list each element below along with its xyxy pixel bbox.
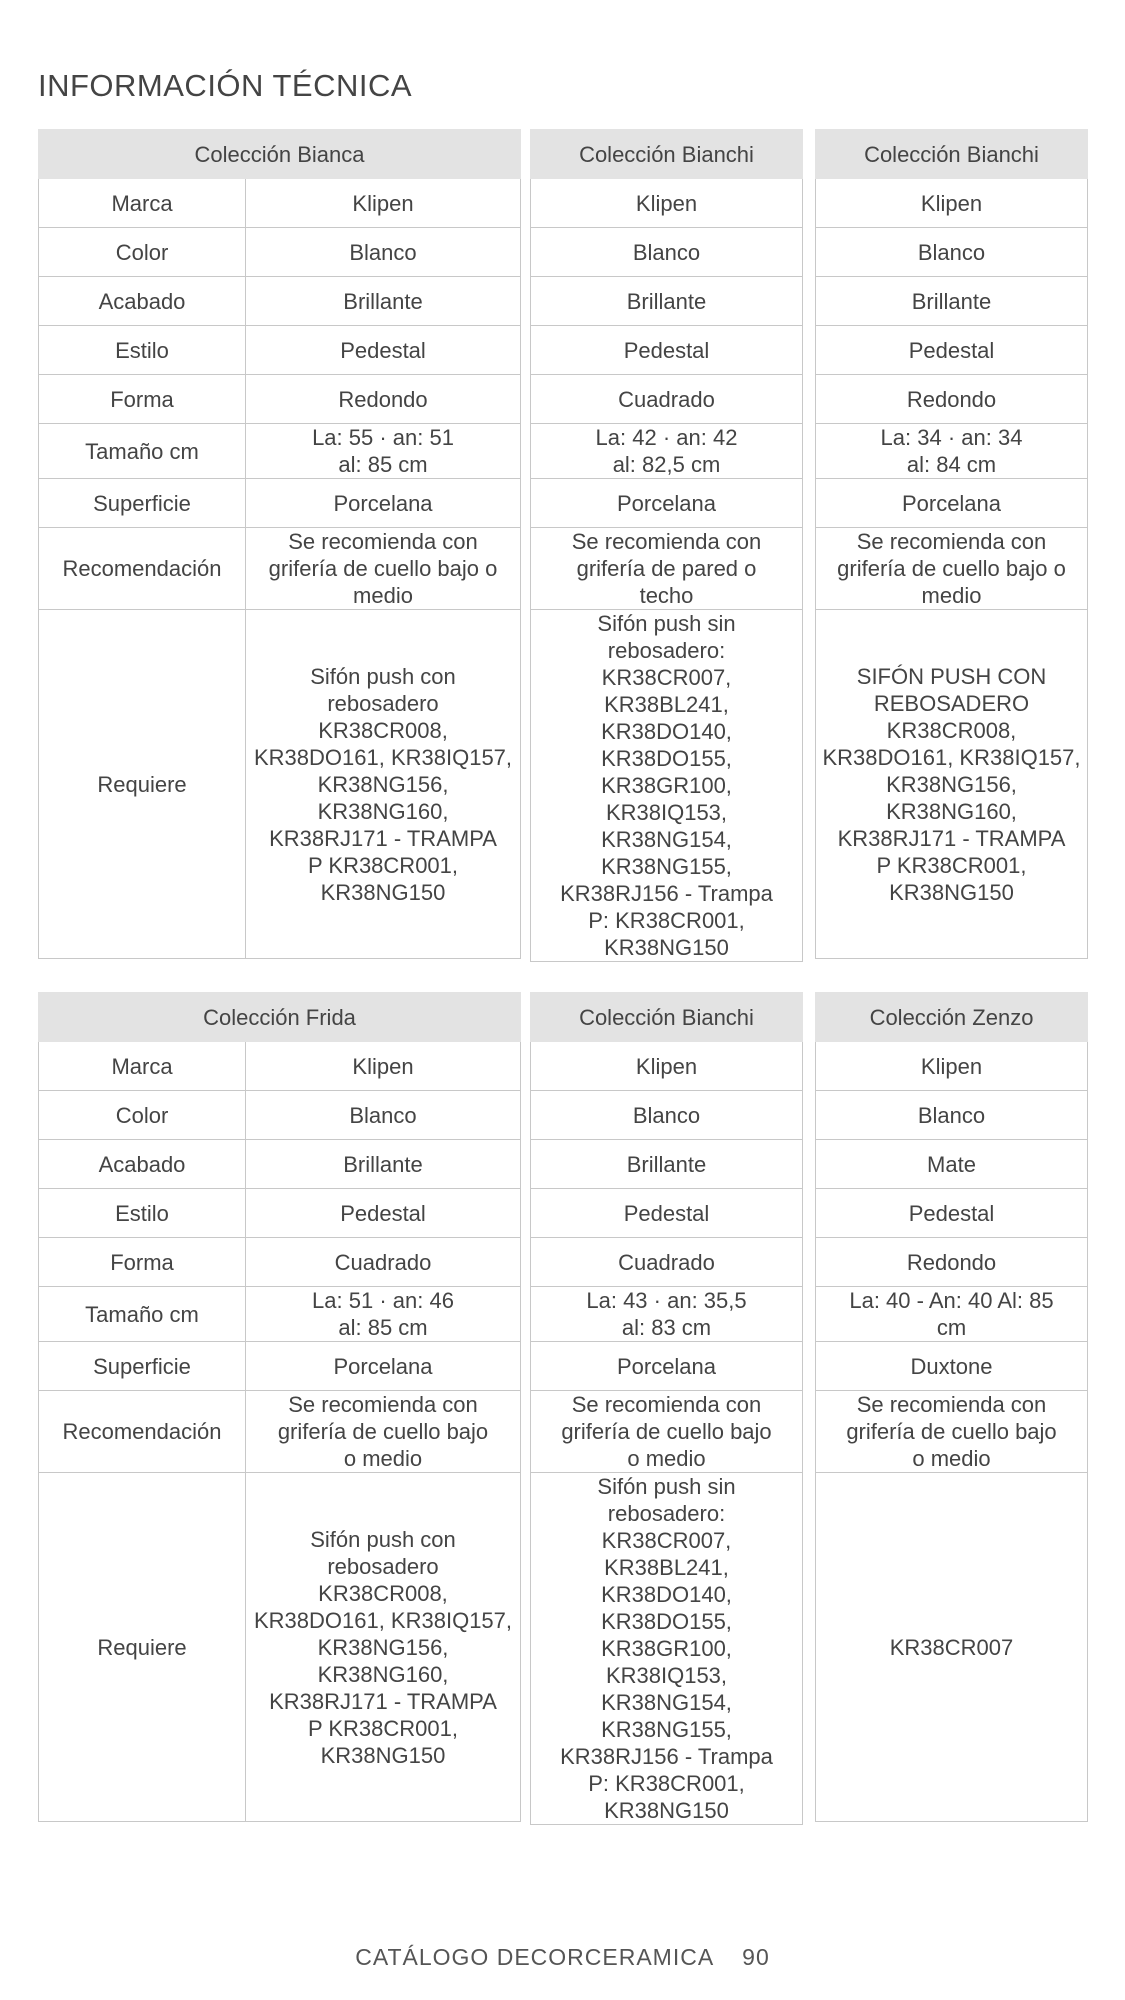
row-label-marca: Marca — [39, 1042, 246, 1091]
spec-value: Se recomienda con grifería de cuello bajo o medio — [246, 1391, 521, 1473]
spec-value: Klipen — [816, 1042, 1088, 1091]
row-label-requiere: Requiere — [39, 610, 246, 959]
spec-value: Pedestal — [531, 1189, 803, 1238]
row-label-estilo: Estilo — [39, 326, 246, 375]
spec-value: Sifón push sin rebosadero: KR38CR007, KR38BL241, KR38DO140, KR38DO155, KR38GR100, KR38IQ153, KR38NG154, KR38NG155, KR38RJ156 - Trampa P: KR38CR001, KR38NG150 — [531, 1473, 803, 1825]
row-label-acabado: Acabado — [39, 1140, 246, 1189]
spec-value: Klipen — [246, 179, 521, 228]
collection-header: Colección Bianchi — [816, 130, 1088, 179]
catalog-name: CATÁLOGO DECORCERAMICA — [355, 1944, 715, 1970]
spec-value: Cuadrado — [246, 1238, 521, 1287]
row-label-marca: Marca — [39, 179, 246, 228]
row-label-requiere: Requiere — [39, 1473, 246, 1822]
row-label-recomendacion: Recomendación — [39, 528, 246, 610]
spec-value: Se recomienda con grifería de cuello bajo o medio — [816, 528, 1088, 610]
spec-value: La: 40 - An: 40 Al: 85 cm — [816, 1287, 1088, 1342]
spec-value: Se recomienda con grifería de cuello bajo o medio — [531, 1391, 803, 1473]
spec-value: Brillante — [246, 277, 521, 326]
row-label-superficie: Superficie — [39, 479, 246, 528]
spec-value: La: 51 · an: 46 al: 85 cm — [246, 1287, 521, 1342]
spec-value: Cuadrado — [531, 375, 803, 424]
spec-value: Blanco — [531, 1091, 803, 1140]
spec-value: Redondo — [816, 1238, 1088, 1287]
spec-value: Porcelana — [531, 1342, 803, 1391]
page-title: INFORMACIÓN TÉCNICA — [38, 68, 413, 103]
spec-value: Redondo — [816, 375, 1088, 424]
spec-value: Redondo — [246, 375, 521, 424]
spec-value: Blanco — [246, 1091, 521, 1140]
spec-value: Klipen — [531, 1042, 803, 1091]
spec-table-frida — [38, 992, 521, 1822]
spec-value: KR38CR007 — [816, 1473, 1088, 1822]
spec-value: Porcelana — [246, 1342, 521, 1391]
spec-value: Pedestal — [246, 1189, 521, 1238]
spec-table-zenzo — [815, 992, 1088, 1822]
spec-value: Pedestal — [816, 1189, 1088, 1238]
row-label-color: Color — [39, 1091, 246, 1140]
row-label-tamano: Tamaño cm — [39, 424, 246, 479]
collection-header: Colección Bianca — [39, 130, 521, 179]
row-label-forma: Forma — [39, 375, 246, 424]
spec-value: Pedestal — [816, 326, 1088, 375]
spec-value: Porcelana — [531, 479, 803, 528]
spec-value: La: 42 · an: 42 al: 82,5 cm — [531, 424, 803, 479]
spec-value: Blanco — [816, 1091, 1088, 1140]
spec-table-bianca — [38, 129, 521, 959]
spec-value: Sifón push con rebosadero KR38CR008, KR38DO161, KR38IQ157, KR38NG156, KR38NG160, KR38RJ171 - TRAMPA P KR38CR001, KR38NG150 — [246, 1473, 521, 1822]
collection-header: Colección Frida — [39, 993, 521, 1042]
spec-value: Blanco — [246, 228, 521, 277]
row-label-estilo: Estilo — [39, 1189, 246, 1238]
spec-value: Brillante — [531, 1140, 803, 1189]
row-label-tamano: Tamaño cm — [39, 1287, 246, 1342]
spec-value: Se recomienda con grifería de cuello bajo o medio — [816, 1391, 1088, 1473]
spec-value: La: 34 · an: 34 al: 84 cm — [816, 424, 1088, 479]
spec-value: Pedestal — [531, 326, 803, 375]
spec-value: Porcelana — [246, 479, 521, 528]
spec-value: Se recomienda con grifería de pared o techo — [531, 528, 803, 610]
row-label-color: Color — [39, 228, 246, 277]
spec-value: La: 43 · an: 35,5 al: 83 cm — [531, 1287, 803, 1342]
row-label-superficie: Superficie — [39, 1342, 246, 1391]
row-label-acabado: Acabado — [39, 277, 246, 326]
spec-value: Brillante — [531, 277, 803, 326]
spec-value: Sifón push sin rebosadero: KR38CR007, KR38BL241, KR38DO140, KR38DO155, KR38GR100, KR38IQ153, KR38NG154, KR38NG155, KR38RJ156 - Trampa P: KR38CR001, KR38NG150 — [531, 610, 803, 962]
spec-table-bianchi-1 — [530, 129, 803, 962]
spec-value: Brillante — [246, 1140, 521, 1189]
spec-value: Klipen — [816, 179, 1088, 228]
spec-table-bianchi-3 — [530, 992, 803, 1825]
spec-table-bianchi-2 — [815, 129, 1088, 959]
collection-header: Colección Bianchi — [531, 993, 803, 1042]
spec-value: SIFÓN PUSH CON REBOSADERO KR38CR008, KR38DO161, KR38IQ157, KR38NG156, KR38NG160, KR38RJ171 - TRAMPA P KR38CR001, KR38NG150 — [816, 610, 1088, 959]
spec-value: Pedestal — [246, 326, 521, 375]
spec-value: Se recomienda con grifería de cuello bajo o medio — [246, 528, 521, 610]
page-footer — [0, 1944, 1125, 1971]
collection-header: Colección Bianchi — [531, 130, 803, 179]
spec-value: Blanco — [531, 228, 803, 277]
spec-value: Blanco — [816, 228, 1088, 277]
row-label-forma: Forma — [39, 1238, 246, 1287]
spec-value: Porcelana — [816, 479, 1088, 528]
spec-value: Cuadrado — [531, 1238, 803, 1287]
spec-value: Brillante — [816, 277, 1088, 326]
spec-value: Sifón push con rebosadero KR38CR008, KR38DO161, KR38IQ157, KR38NG156, KR38NG160, KR38RJ171 - TRAMPA P KR38CR001, KR38NG150 — [246, 610, 521, 959]
spec-value: La: 55 · an: 51 al: 85 cm — [246, 424, 521, 479]
spec-value: Mate — [816, 1140, 1088, 1189]
page-number: 90 — [742, 1944, 770, 1970]
spec-value: Klipen — [246, 1042, 521, 1091]
spec-value: Duxtone — [816, 1342, 1088, 1391]
row-label-recomendacion: Recomendación — [39, 1391, 246, 1473]
spec-value: Klipen — [531, 179, 803, 228]
collection-header: Colección Zenzo — [816, 993, 1088, 1042]
